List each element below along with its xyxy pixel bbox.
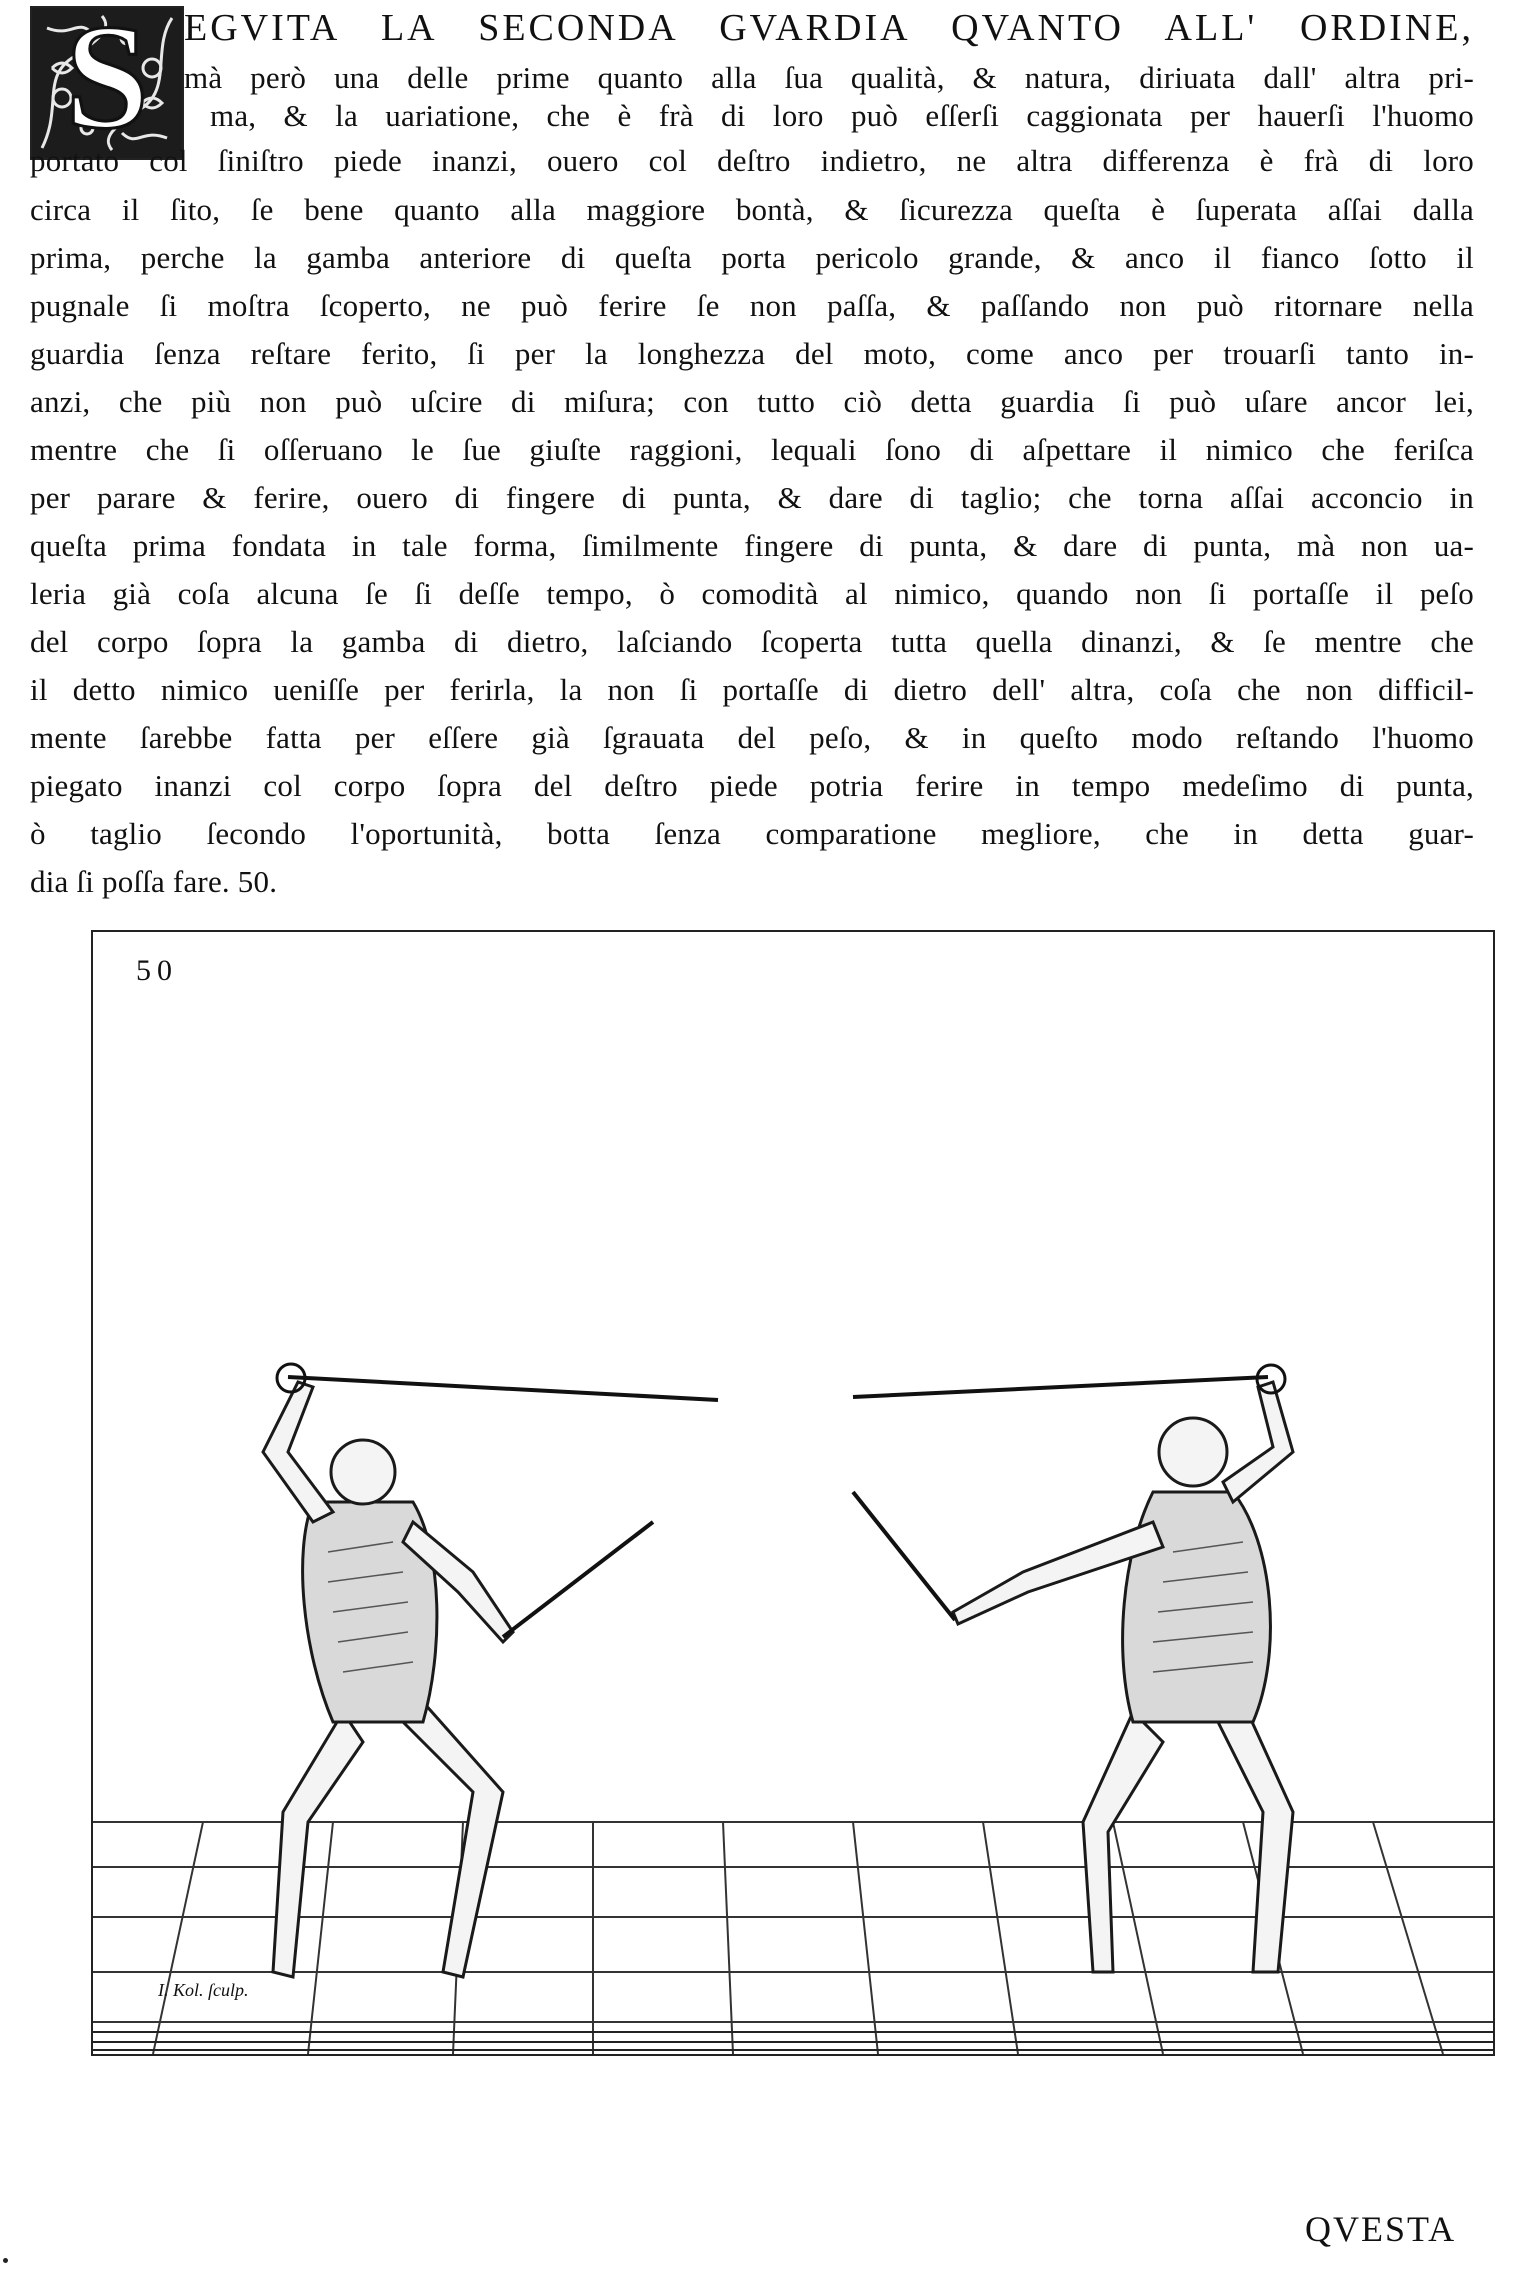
engraver-signature: I. Kol. ſculp.	[158, 1980, 249, 2000]
body-line: guardia ſenza reſtare ferito, ſi per la longhezza del moto, come anco per trouarſi tanto in-	[30, 336, 1474, 371]
body-line: piegato inanzi col corpo ſopra del deſtro piede potria ferire in tempo medeſimo di punta,	[30, 768, 1474, 803]
body-line: ma, & la uariatione, che è frà di loro può eſſerſi caggionata per hauerſi l'huomo	[210, 98, 1474, 133]
catchword: QVESTA	[1305, 2209, 1457, 2249]
body-line: anzi, che più non può uſcire di miſura; con tutto ciò detta guardia ſi può uſare ancor lei,	[30, 384, 1474, 419]
left-fencer	[263, 1382, 513, 1977]
body-line: il detto nimico ueniſſe per ferirla, la non ſi portaſſe di dietro dell' altra, coſa che non difficil-	[30, 672, 1474, 707]
section-heading: EGVITA LA SECONDA GVARDIA QVANTO ALL' ORDINE,	[184, 7, 1474, 49]
body-line: mentre che ſi oſſeruano le ſue giuſte raggioni, lequali ſono di aſpettare il nimico che feriſca	[30, 432, 1474, 467]
body-line: del corpo ſopra la gamba di dietro, laſciando ſcoperta tutta quella dinanzi, & ſe mentre che	[30, 624, 1474, 659]
body-line: pugnale ſi moſtra ſcoperto, ne può ferire ſe non paſſa, & paſſando non può ritornare nella	[30, 288, 1474, 323]
body-line: mente ſarebbe fatta per eſſere già ſgrauata del peſo, & in queſto modo reſtando l'huomo	[30, 720, 1474, 755]
body-line: circa il ſito, ſe bene quanto alla maggiore bontà, & ſicurezza queſta è ſuperata aſſai dalla	[30, 192, 1474, 227]
body-line: portato col ſiniſtro piede inanzi, ouero col deſtro indietro, ne altra differenza è frà di loro	[30, 143, 1474, 178]
body-line: queſta prima fondata in tale forma, ſimilmente fingere di punta, & dare di punta, mà non ua-	[30, 528, 1474, 563]
body-line: leria già coſa alcuna ſe ſi deſſe tempo, ò comodità al nimico, quando non ſi portaſſe il peſo	[30, 576, 1474, 611]
ornate-initial-icon	[30, 6, 184, 160]
plate-number: 50	[136, 954, 178, 987]
right-fencer	[953, 1382, 1293, 1972]
left-rapier	[288, 1377, 718, 1400]
margin-mark	[3, 2258, 8, 2263]
body-line: ò taglio ſecondo l'oportunità, botta ſenza comparatione megliore, che in detta guar-	[30, 816, 1474, 851]
body-line: mà però una delle prime quanto alla ſua qualità, & natura, diriuata dall' altra pri-	[184, 60, 1474, 95]
body-line: prima, perche la gamba anteriore di queſta porta pericolo grande, & anco il fianco ſotto il	[30, 240, 1474, 275]
right-rapier	[853, 1377, 1268, 1397]
drop-cap-letter: S	[65, 6, 149, 160]
body-line-last: dia ſi poſſa fare. 50.	[30, 864, 278, 899]
floor-hatching	[93, 2032, 1493, 2050]
right-dagger	[853, 1492, 955, 1620]
left-dagger	[503, 1522, 653, 1637]
body-line: per parare & ferire, ouero di fingere di punta, & dare di taglio; che torna aſſai acconcio in	[30, 480, 1474, 515]
engraving-plate	[91, 930, 1495, 2056]
two-fencers-engraving	[93, 932, 1493, 2054]
